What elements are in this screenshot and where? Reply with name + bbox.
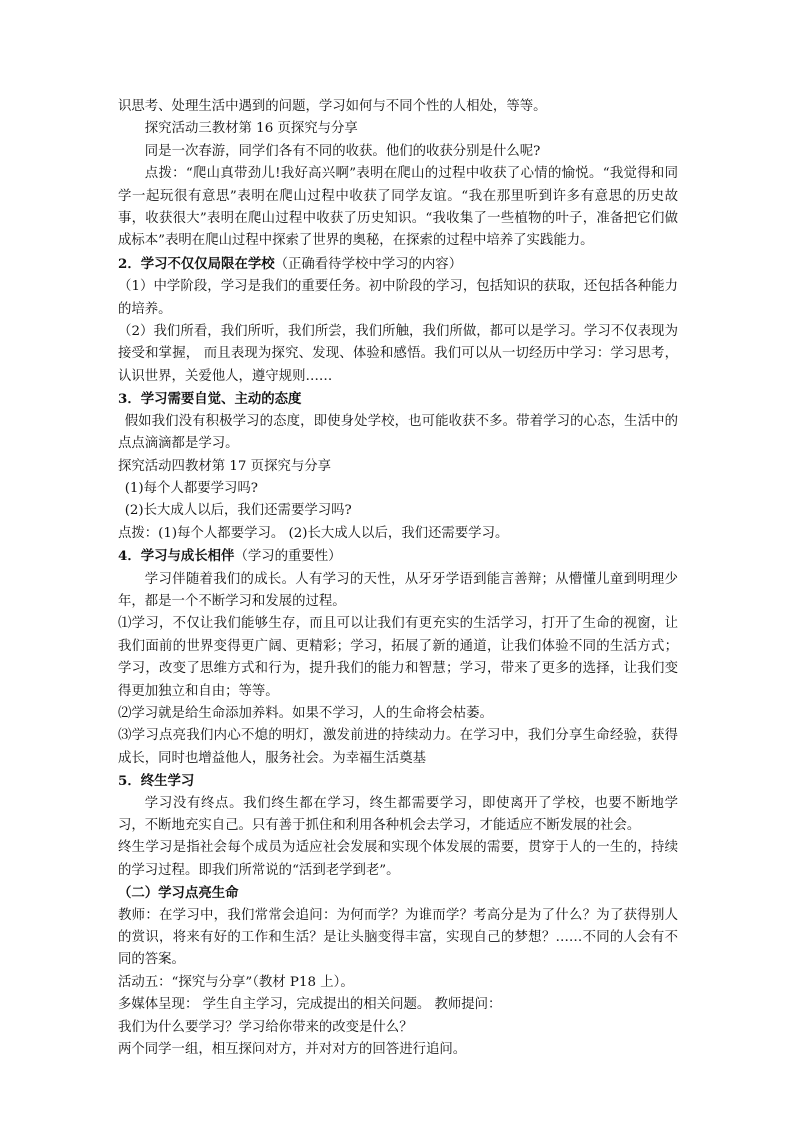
paragraph-3: 假如我们没有积极学习的态度，即使身处学校，也可能收获不多。带着学习的心态，生活中的点点滴滴都是学习。: [118, 413, 678, 452]
activity-four-question-2: (2)长大成人以后，我们还需要学习吗?: [124, 503, 352, 519]
heading-5: 5．终生学习: [118, 773, 195, 790]
heading-2: [118, 253, 678, 276]
paragraph-4-intro: 学习伴随着我们的成长。人有学习的天性，从牙牙学语到能言善辩；从懵懂儿童到明理少年，都是一个不断学习和发展的过程。: [118, 571, 678, 609]
heading-2-note: （正确看待学校中学习的内容）: [274, 256, 463, 272]
document-page: [118, 96, 678, 1061]
teacher-paragraph: 教师：在学习中，我们常常会追问：为何而学？为谁而学？考高分是为了什么？为了获得别人的赏识，将来有好的工作和生活？是让头脑变得丰富，实现自己的梦想？……不同的人会有不同的答案。: [118, 907, 678, 968]
activity-five-title: 活动五：“探究与分享”（教材 P18 上）。: [118, 974, 354, 990]
paragraph-4-1: ⑴学习，不仅让我们能够生存，而且可以让我们有更充实的生活学习，打开了生命的视窗，让我们面前的世界变得更广阔、更精彩；学习，拓展了新的通道，让我们体验不同的生活方式；学习，改变了思维方式和行为，提升我们的能力和智慧；学习，带来了更多的选择，让我们变得更加独立和自由；等等。: [118, 616, 678, 699]
paragraph-4-3: ⑶学习点亮我们内心不熄的明灯，激发前进的持续动力。在学习中，我们分享生命经验，获得成长，同时也增益他人，服务社会。为幸福生活奠基: [118, 728, 678, 766]
heading-4-note: （学习的重要性）: [234, 549, 342, 565]
paragraph-5-2: 终生学习是指社会每个成员为适应社会发展和实现个体发展的需要，贯穿于人的一生的，持续的学习过程。即我们所常说的“活到老学到老”。: [118, 840, 678, 878]
heading-3: 3．学习需要自觉、主动的态度: [118, 391, 302, 408]
paragraph-continuation: 识思考、处理生活中遇到的问题，学习如何与不同个性的人相处，等等。: [118, 99, 547, 114]
activity-three-question: 同是一次春游，同学们各有不同的收获。他们的收获分别是什么呢?: [144, 143, 541, 159]
activity-four-title: 探究活动四教材第 17 页探究与分享: [118, 458, 332, 474]
activity-three-title: 探究活动三教材第 16 页探究与分享: [144, 121, 358, 137]
question-line: 我们为什么要学习？学习给你带来的改变是什么？: [118, 1019, 413, 1035]
multimedia-line: 多媒体呈现： 学生自主学习，完成提出的相关问题。 教师提问：: [118, 997, 502, 1013]
heading-4-main: 4．学习与成长相伴: [118, 548, 235, 565]
activity-four-question-1: (1)每个人都要学习吗?: [124, 480, 258, 496]
paragraph-4-2: ⑵学习就是给生命添加养料。如果不学习，人的生命将会枯萎。: [118, 705, 493, 721]
pair-activity-line: 两个同学一组，相互探问对方，并对对方的回答进行追问。: [118, 1042, 467, 1058]
activity-four-answer: 点拨：(1)每个人都要学习。 (2)长大成人以后，我们还需要学习。: [118, 525, 509, 541]
paragraph-5-1: 学习没有终点。我们终生都在学习，终生都需要学习，即使离开了学校，也要不断地学习，不断地充实自己。只有善于抓住和利用各种机会去学习，才能适应不断发展的社会。: [118, 795, 678, 833]
paragraph-2-1: （1）中学阶段，学习是我们的重要任务。初中阶段的学习，包括知识的获取，还包括各种能力的培养。: [118, 279, 678, 317]
paragraph-2-2: （2）我们所看，我们所听，我们所尝，我们所触，我们所做，都可以是学习。学习不仅表现为接受和掌握， 而且表现为探究、发现、体验和感悟。我们可以从一切经历中学习：学习思考，认识世界，关爱他人，遵守规则……: [118, 324, 678, 384]
heading-4: [118, 545, 678, 568]
heading-2-main: 2．学习不仅仅局限在学校: [118, 255, 275, 272]
heading-6: （二）学习点亮生命: [118, 885, 239, 902]
activity-three-answer: 点拨：“爬山真带劲儿!我好高兴啊”表明在爬山的过程中收获了心情的愉悦。“我觉得和同学一起玩很有意思”表明在爬山过程中收获了同学友谊。“我在那里听到许多有意思的历史故事，收获很大”表明在爬山过程中收获了历史知识。“我收集了一些植物的叶子，准备把它们做成标本”表明在爬山过程中探索了世界的奥秘，在探索的过程中培养了实践能力。: [118, 166, 678, 249]
